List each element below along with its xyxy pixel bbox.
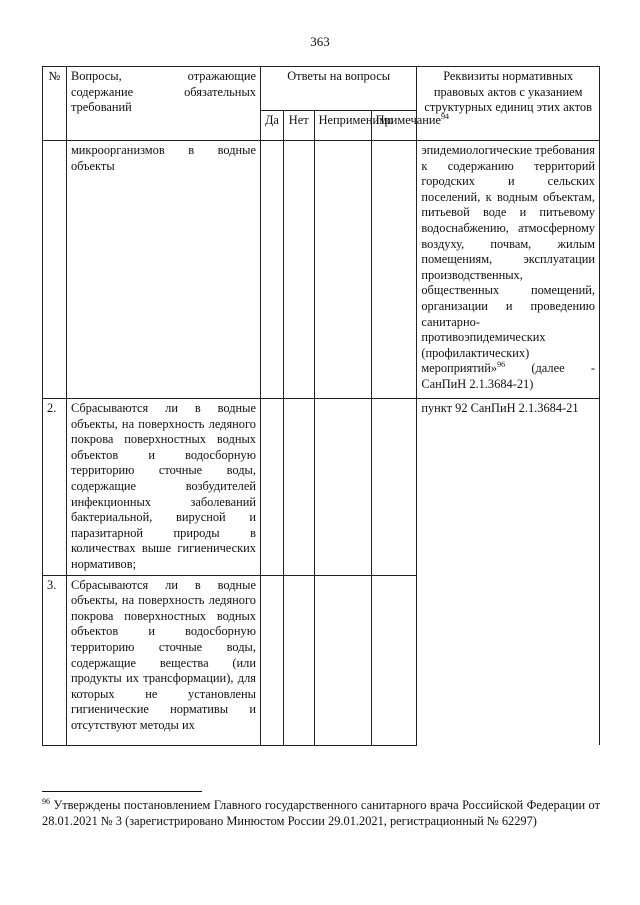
header-questions: Вопросы, отражающие содержание обязательных требований [66,67,260,141]
row-question: микроорганизмов в водные объекты [66,141,260,399]
page-number: 363 [310,34,330,49]
header-no: Нет [283,111,314,141]
header-note-label: Примечание [375,113,441,127]
answer-note-cell [371,141,417,399]
answer-yes-cell [260,575,283,745]
footnote-divider [42,791,202,792]
row-requisites [417,141,600,399]
answer-no-cell [283,141,314,399]
answer-no-cell [283,399,314,576]
requisites-text: эпидемиологические требования к содержанию территорий городских и сельских поселений, к водным объектам, питьевой воде и питьевому водоснабжению, атмосферному воздуху, почвам, жилым помещениям, эксплуатации производственных, общественных помещений, организации и проведению санитарно-противоэпидемических (профилактических) мероприятий» [421,143,596,376]
table-header-row [43,67,600,111]
row-number: 3. [43,575,67,745]
header-requisites: Реквизиты нормативных правовых актов с указанием структурных единиц этих актов [417,67,600,141]
answer-no-cell [283,575,314,745]
header-note [371,111,449,141]
requisites-tail: (далее - СанПиН 2.1.3684-21) [421,361,595,391]
requisites-footnote-mark: 96 [497,360,506,370]
answer-na-cell [314,575,371,745]
footnote-mark: 96 [42,796,50,806]
row-number: 2. [43,399,67,576]
requirements-table [42,66,600,746]
header-note-footnote: 94 [440,111,449,121]
answer-note-cell [371,399,417,576]
answer-na-cell [314,141,371,399]
answer-note-cell [371,575,417,745]
row-question: Сбрасываются ли в водные объекты, на поверхность ледяного покрова поверхностных водных объектов и водосборную территорию сточные воды, содержащие возбудителей инфекционных заболеваний бактериальной, вирусной и паразитарной природы в количествах выше гигиенических нормативов; [66,399,260,576]
table-row [43,399,600,576]
answer-yes-cell [260,141,283,399]
header-number: № [43,67,67,141]
footnote-text: Утверждены постановлением Главного государственного санитарного врача Российской Федерации от 28.01.2021 № 3 (зарегистрировано Минюстом России 29.01.2021, регистрационный № 62297) [42,798,600,828]
row-question: Сбрасываются ли в водные объекты, на поверхность ледяного покрова поверхностных водных объектов и водосборную территорию сточные воды, содержащие вещества (или продукты их трансформации), для которых не установлены гигиенические нормативы и отсутствуют методы их [66,575,260,745]
footnote [42,797,600,829]
row-number [43,141,67,399]
answer-yes-cell [260,399,283,576]
header-yes: Да [260,111,283,141]
table-row [43,141,600,399]
header-not-applicable: Неприменимо [314,111,371,141]
answer-na-cell [314,399,371,576]
row-requisites: пункт 92 СанПиН 2.1.3684-21 [417,399,600,746]
header-answers: Ответы на вопросы [260,67,416,111]
